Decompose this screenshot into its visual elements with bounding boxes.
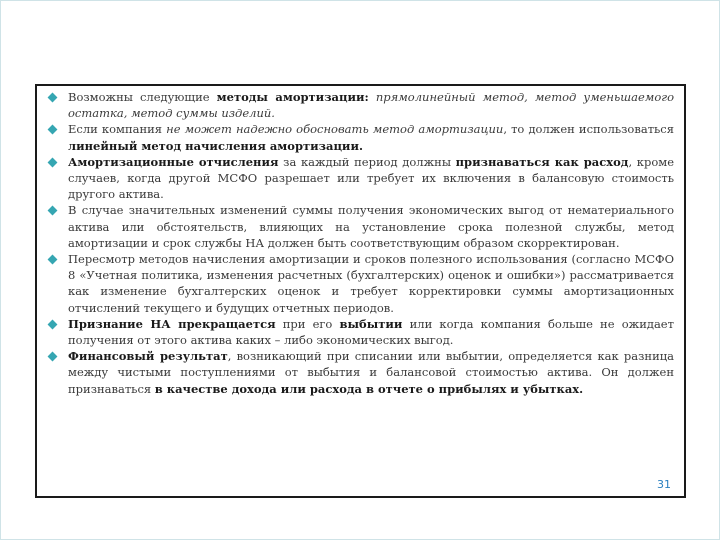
bullet-text: Возможны следующие xyxy=(68,90,217,104)
bullet-text: Признание НА прекращается xyxy=(68,316,276,331)
bullet-text: линейный метод начисления амортизации. xyxy=(68,138,363,153)
bullet-text: признаваться как расход xyxy=(455,154,629,169)
bullet-text: при его xyxy=(275,316,340,331)
bullet-text: Если компания xyxy=(68,122,167,137)
bullet-text: или когда компания больше не ожидает получения от этого актива каких – либо экономических выгод. xyxy=(68,316,674,348)
bullet-item xyxy=(49,121,674,153)
diamond-bullet-icon xyxy=(48,125,58,135)
bullet-text: , то должен использоваться xyxy=(503,122,675,137)
bullet-text: В случае значительных изменений суммы получения экономических выгод от нематериального актива или обстоятельств, влияющих на установление срока полезной службы, метод амортизации и срок службы НА должен быть соответствующим образом скорректирован. xyxy=(68,203,674,250)
diamond-bullet-icon xyxy=(48,255,58,265)
bullet-text: прямолинейный метод, метод уменьшаемого остатка, метод суммы изделий. xyxy=(68,90,675,121)
page-number: 31 xyxy=(657,478,671,491)
bullet-item xyxy=(49,251,674,316)
bullet-text: не может надежно обосновать метод амортизации xyxy=(166,122,504,137)
bullet-text: за каждый период должны xyxy=(278,154,456,169)
bullet-text: , кроме случаев, когда другой МСФО разрешает или требует их включения в балансовую стоимость другого актива. xyxy=(68,154,674,202)
diamond-bullet-icon xyxy=(48,93,58,103)
bullet-text: в качестве дохода или расхода в отчете о прибылях и убытках. xyxy=(154,381,584,396)
diamond-bullet-icon xyxy=(48,157,58,167)
diamond-bullet-icon xyxy=(48,319,58,329)
bullet-item xyxy=(49,316,674,348)
bullet-text: Пересмотр методов начисления амортизации и сроков полезного использования (согласно МСФО 8 «Учетная политика, изменения расчетных (бухгалтерских) оценок и ошибки») рассматривается как изменение бухгалтерских оценок и требует корректировки суммы амортизационных отчислений текущего и будущих отчетных периодов. xyxy=(68,252,674,315)
content-box xyxy=(35,84,686,498)
bullet-list xyxy=(49,89,674,397)
bullet-text: , возникающий при списании или выбытии, определяется как разница между чистыми поступлениями от выбытия и балансовой стоимостью актива. Он должен признаваться xyxy=(68,349,674,396)
diamond-bullet-icon xyxy=(48,206,58,216)
bullet-text: Финансовый результат xyxy=(68,349,228,364)
bullet-item xyxy=(49,348,674,397)
diamond-bullet-icon xyxy=(48,352,58,362)
bullet-text: Амортизационные отчисления xyxy=(68,154,279,169)
bullet-text: методы амортизации: xyxy=(216,90,369,104)
bullet-item xyxy=(49,89,674,121)
bullet-text: выбытии xyxy=(339,316,403,331)
bullet-item xyxy=(49,202,674,251)
bullet-item xyxy=(49,154,674,203)
